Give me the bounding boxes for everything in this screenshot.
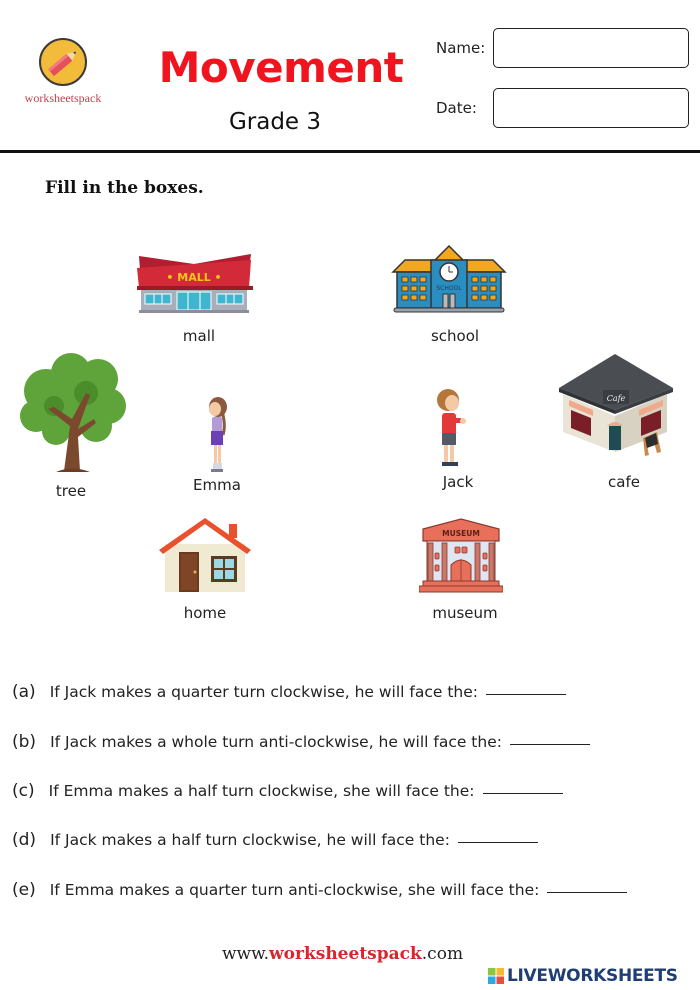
question-letter: (d): [12, 830, 37, 850]
liveworksheets-text: LIVEWORKSHEETS: [507, 966, 678, 986]
tree-icon: [16, 351, 128, 475]
tree-item: [16, 351, 128, 475]
emma-item: [204, 395, 232, 475]
question-b: [12, 732, 590, 752]
question-c: [12, 781, 563, 801]
jack-item: [434, 388, 468, 470]
svg-text:• MALL •: • MALL •: [166, 271, 222, 284]
date-field[interactable]: [493, 88, 689, 128]
cafe-label: cafe: [608, 473, 640, 491]
footer-website: [222, 944, 463, 964]
svg-text:SCHOOL: SCHOOL: [436, 285, 462, 292]
jack-label: Jack: [442, 473, 474, 491]
grade-label: Grade 3: [228, 109, 322, 135]
mall-label: mall: [182, 327, 216, 345]
question-text: If Emma makes a half turn clockwise, she will face the:: [48, 782, 475, 800]
mall-building-icon: [135, 254, 253, 314]
cafe-building-icon: [557, 352, 675, 464]
url-prefix: www.: [222, 944, 270, 964]
worksheet-title: Movement: [158, 43, 404, 92]
girl-figure-icon: [204, 395, 232, 475]
home-label: home: [183, 604, 227, 622]
logo-text: worksheetspack: [24, 91, 102, 105]
museum-building-icon: [419, 517, 503, 595]
url-brand: worksheetspack: [269, 944, 422, 964]
home-item: [159, 516, 251, 592]
school-building-icon: [391, 244, 507, 314]
liveworksheets-logo-icon: [488, 968, 504, 984]
question-e: [12, 880, 627, 900]
museum-sign: MUSEUM: [442, 529, 480, 538]
answer-blank-c[interactable]: [483, 793, 563, 794]
worksheetspack-logo-icon: [38, 37, 88, 87]
tree-label: tree: [55, 482, 87, 500]
answer-blank-e[interactable]: [547, 892, 627, 893]
question-letter: (e): [12, 880, 36, 900]
instruction-text: Fill in the boxes.: [45, 178, 204, 198]
name-label: Name:: [436, 39, 486, 57]
date-label: Date:: [436, 99, 477, 117]
cafe-item: [557, 352, 675, 464]
emma-label: Emma: [193, 476, 241, 494]
question-text: If Jack makes a quarter turn clockwise, he will face the:: [49, 683, 478, 701]
mall-item: [135, 254, 253, 314]
liveworksheets-badge: [488, 966, 678, 986]
house-icon: [159, 516, 251, 592]
answer-blank-b[interactable]: [510, 744, 590, 745]
header-divider: [0, 150, 700, 153]
boy-figure-icon: [434, 388, 468, 470]
answer-blank-a[interactable]: [486, 694, 566, 695]
name-field[interactable]: [493, 28, 689, 68]
school-item: [391, 244, 507, 314]
cafe-sign: Cafe: [606, 394, 626, 403]
question-text: If Jack makes a half turn clockwise, he will face the:: [50, 831, 450, 849]
question-text: If Emma makes a quarter turn anti-clockwise, she will face the:: [49, 881, 540, 899]
question-a: [12, 682, 566, 702]
question-letter: (a): [12, 682, 36, 702]
question-d: [12, 830, 538, 850]
museum-item: [419, 517, 503, 595]
url-suffix: .com: [421, 944, 464, 964]
question-letter: (c): [12, 781, 35, 801]
answer-blank-d[interactable]: [458, 842, 538, 843]
question-letter: (b): [12, 732, 37, 752]
museum-label: museum: [432, 604, 498, 622]
question-text: If Jack makes a whole turn anti-clockwise, he will face the:: [50, 733, 502, 751]
school-label: school: [430, 327, 480, 345]
